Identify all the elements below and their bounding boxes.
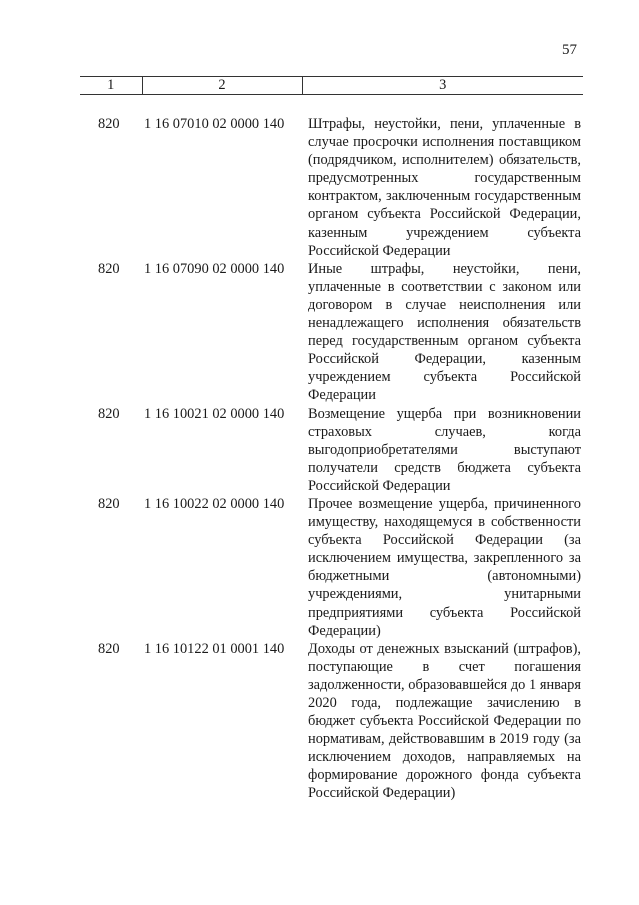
column-header-2: 2 xyxy=(142,77,302,95)
admin-code-cell: 820 xyxy=(98,260,120,277)
table-row xyxy=(80,260,583,405)
description-cell: Штрафы, неустойки, пени, уплаченные в случае просрочки исполнения поставщиком (подрядчиком, исполнителем) обязательств, предусмотренных государственным контрактом, заключенным государственным органом субъекта Российской Федерации, казенным учреждением субъекта Российской Федерации xyxy=(308,116,581,259)
description-cell: Иные штрафы, неустойки, пени, уплаченные в соответствии с законом или договором в случае неисполнения или ненадлежащего исполнения обязательств перед государственным органом субъекта Российской Федерации, казенным учреждением субъекта Российской Федерации xyxy=(308,260,581,404)
table-row xyxy=(80,640,583,803)
revenue-code-cell: 1 16 10021 02 0000 140 xyxy=(144,405,285,422)
page-number: 57 xyxy=(562,42,577,58)
description-cell: Прочее возмещение ущерба, причиненного имуществу, находящемуся в собственности субъекта Российской Федерации (за исключением имущества, закрепленного за бюджетными (автономными) учреждениями, унитарными предприятиями субъекта Российской Федерации) xyxy=(308,495,581,639)
revenue-code-cell: 1 16 10022 02 0000 140 xyxy=(144,495,285,512)
table-row xyxy=(80,405,583,495)
admin-code-cell: 820 xyxy=(98,116,120,132)
table-row xyxy=(80,495,583,640)
table-row xyxy=(80,95,583,260)
admin-code-cell: 820 xyxy=(98,640,120,657)
description-cell: Доходы от денежных взысканий (штрафов), поступающие в счет погашения задолженности, образовавшейся до 1 января 2020 года, подлежащие зачислению в бюджет субъекта Российской Федерации по нормативам, действовавшим в 2019 году (за исключением доходов, направляемых на формирование дорожного фонда субъекта Российской Федерации) xyxy=(308,640,581,802)
description-cell: Возмещение ущерба при возникновении страховых случаев, когда выгодоприобретателями выступают получатели средств бюджета субъекта Российской Федерации xyxy=(308,405,581,494)
column-header-3: 3 xyxy=(302,77,583,95)
revenue-code-cell: 1 16 07090 02 0000 140 xyxy=(144,260,285,277)
admin-code-cell: 820 xyxy=(98,405,120,422)
table-header-row xyxy=(80,77,583,95)
revenue-code-cell: 1 16 07010 02 0000 140 xyxy=(144,116,285,132)
revenue-code-table xyxy=(80,76,583,803)
column-header-1: 1 xyxy=(80,77,142,95)
revenue-code-cell: 1 16 10122 01 0001 140 xyxy=(144,640,285,657)
admin-code-cell: 820 xyxy=(98,495,120,512)
